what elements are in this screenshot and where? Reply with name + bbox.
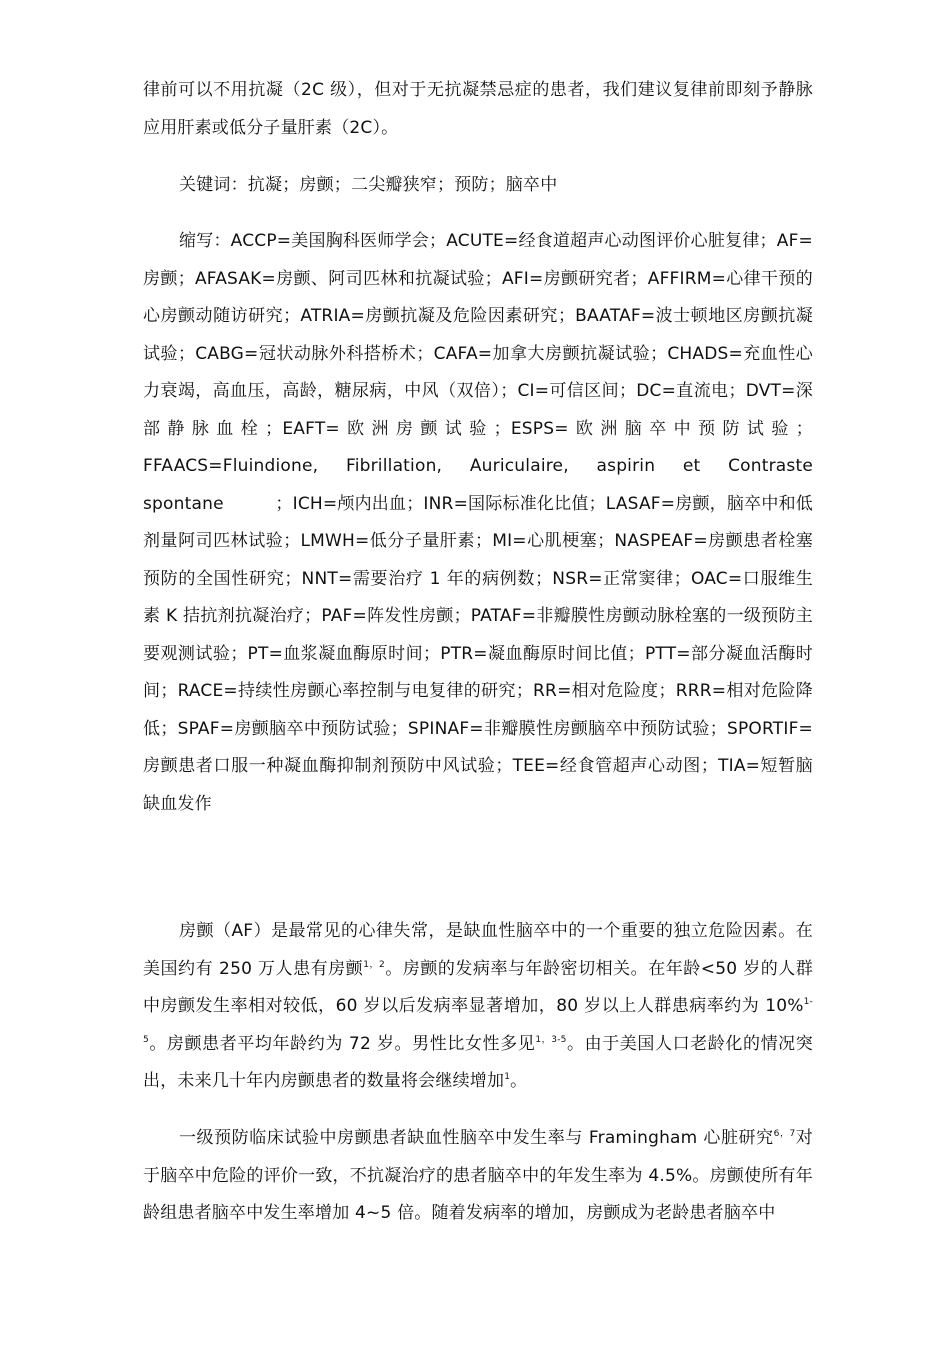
citation-ref: 6，7: [773, 1129, 796, 1139]
abbreviations-paragraph: 缩写：ACCP=美国胸科医师学会；ACUTE=经食道超声心动图评价心脏复律；AF=房颤；AFASAK=房颤、阿司匹林和抗凝试验；AFI=房颤研究者；AFFIRM=心律干预的心房颤动随访研究；ATRIA=房颤抗凝及危险因素研究；BAATAF=波士顿地区房颤抗凝试验；CABG=冠状动脉外科搭桥术；CAFA=加拿大房颤抗凝试验；CHADS=充血性心力衰竭，高血压，高龄，糖尿病，中风（双倍）；CI=可信区间；DC=直流电；DVT=深部静脉血栓；EAFT=欧洲房颤试验；ESPS=欧洲脑卒中预防试验；FFAACS=Fluindione, Fibrillation, Auriculaire, aspirin et Contraste spontane ；ICH=颅内出血；INR=国际标准化比值；LASAF=房颤，脑卒中和低剂量阿司匹林试验；LMWH=低分子量肝素；MI=心肌梗塞；NASPEAF=房颤患者栓塞预防的全国性研究；NNT=需要治疗 1 年的病例数；NSR=正常窦律；OAC=口服维生素 K 拮抗剂抗凝治疗；PAF=阵发性房颤；PATAF=非瓣膜性房颤动脉栓塞的一级预防主要观测试验；PT=血浆凝血酶原时间；PTR=凝血酶原时间比值；PTT=部分凝血活酶时间；RACE=持续性房颤心率控制与电复律的研究；RR=相对危险度；RRR=相对危险降低；SPAF=房颤脑卒中预防试验；SPINAF=非瓣膜性房颤脑卒中预防试验；SPORTIF=房颤患者口服一种凝血酶抑制剂预防中风试验；TEE=经食管超声心动图；TIA=短暂脑缺血发作: [143, 231, 813, 814]
para1-text-5: 。: [510, 1071, 528, 1091]
para1-text-1: 房颤（AF）是最常见的心律失常，是缺血性脑卒中的一个重要的独立危险因素。在美国约有 250 万人患有房颤: [143, 921, 813, 979]
para1-text-4: 。由于美国人口老龄化的情况突出，未来几十年内房颤患者的数量将会继续增加: [143, 1033, 813, 1091]
para1-text-2: 。房颤的发病率与年龄密切相关。在年龄<50 岁的人群中房颤发生率相对较低，60 岁以后发病率显著增加，80 岁以上人群患病率约为 10%: [143, 958, 813, 1016]
citation-ref: 1，3-5: [535, 1034, 567, 1045]
citation-ref: 1-5: [143, 997, 813, 1045]
citation-ref: 1: [504, 1072, 511, 1082]
para2-text-2: 对于脑卒中危险的评价一致，不抗凝治疗的患者脑卒中的年发生率为 4.5%。房颤使所有年龄组患者脑卒中发生率增加 4~5 倍。随着发病率的增加，房颤成为老龄患者脑卒中: [143, 1128, 813, 1223]
para2-text-1: 一级预防临床试验中房颤患者缺血性脑卒中发生率与 Framingham 心脏研究: [179, 1128, 774, 1148]
body-paragraph-1: [143, 913, 813, 1101]
para1-text-3: 。房颤患者平均年龄约为 72 岁。男性比女性多见: [148, 1033, 536, 1054]
keywords-line: 关键词：抗凝；房颤；二尖瓣狭窄；预防；脑卒中: [179, 175, 558, 195]
citation-ref: 1，2: [363, 959, 385, 970]
abstract-tail-paragraph: 律前可以不用抗凝（2C 级），但对于无抗凝禁忌症的患者，我们建议复律前即刻予静脉应用肝素或低分子量肝素（2C）。: [143, 80, 813, 138]
body-paragraph-2: [143, 1120, 813, 1233]
